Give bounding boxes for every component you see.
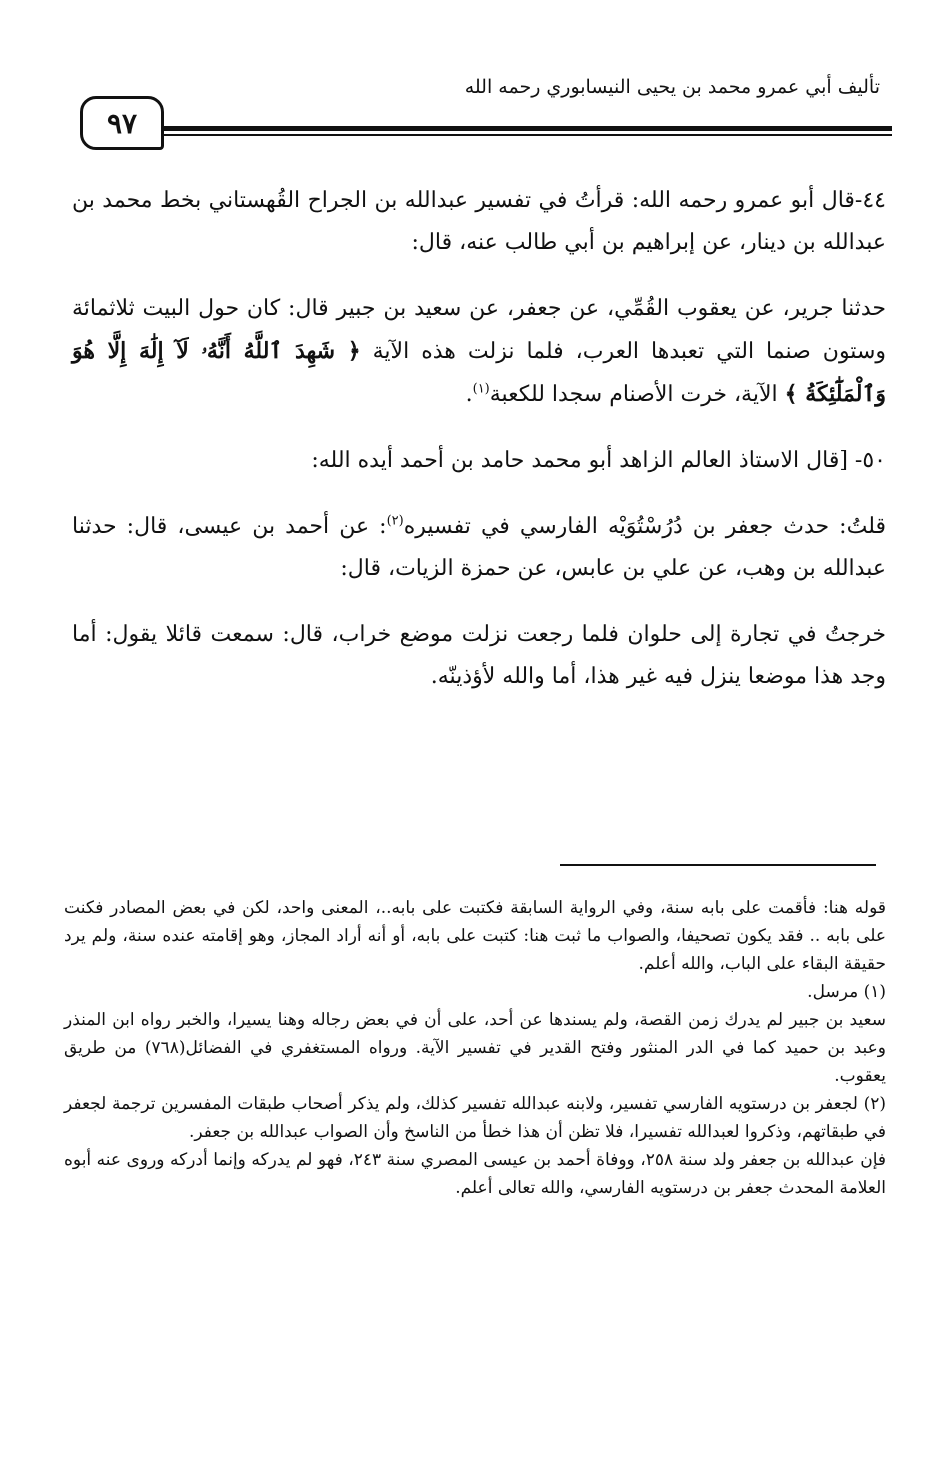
narration-text-c: قلتُ: حدث جعفر بن دُرُسْتُوَيْه الفارسي في تفسيره xyxy=(403,514,886,539)
paragraph-44: ٤٤-قال أبو عمرو رحمه الله: قرأتُ في تفسير عبدالله بن الجراح القُهستاني بخط محمد بن عبدالله بن دينار، عن إبراهيم بن أبي طالب عنه، قال: xyxy=(72,188,886,255)
footnote-continuation: قوله هنا: فأقمت على بابه سنة، وفي الرواية السابقة فكتبت على بابه..، المعنى واحد، لكن في بعض المصادر فكنت على بابه .. فقد يكون تصحيفا، والصواب ما ثبت هنا: كتبت على بابه، أو أنه أراد المجاز، وهو إقامته عنده سنة، ولم يرد حقيقة البقاء على الباب، والله أعلم. xyxy=(64,898,886,974)
footnotes xyxy=(64,894,886,1202)
narration-text-a: حدثنا جرير، عن يعقوب القُمِّي، عن جعفر، عن سعيد بن جبير قال: كان حول البيت ثلاثمائة وستون صنما التي تعبدها العرب، فلما نزلت هذه الآية xyxy=(72,296,886,364)
footnote-1-head: (١) مرسل. xyxy=(807,982,886,1002)
header-rule-thin xyxy=(160,134,892,136)
narration-text-d: : عن أحمد بن عيسى، قال: حدثنا عبدالله بن وهب، عن علي بن عابس، عن حمزة الزيات، قال: xyxy=(72,514,886,581)
main-text xyxy=(72,180,886,722)
footnote-2-body: فإن عبدالله بن جعفر ولد سنة ٢٥٨، ووفاة أحمد بن عيسى المصري سنة ٢٤٣، فهو لم يدركه وإنما أدركه وروى عنه أبوه العلامة المحدث جعفر بن درستويه الفارسي، والله تعالى أعلم. xyxy=(64,1150,887,1198)
footnote-ref-2[interactable]: (٢) xyxy=(386,513,404,529)
quran-verse: ﴿ شَهِدَ ٱللَّهُ أَنَّهُۥ لَآ إِلَٰهَ إِلَّا هُوَ وَٱلْمَلَٰٓئِكَةُ ﴾ xyxy=(72,338,886,407)
page-number: ٩٧ xyxy=(80,96,164,150)
running-title: تأليف أبي عمرو محمد بن يحيى النيسابوري رحمه الله xyxy=(464,76,880,98)
narration-text-b: الآية، خرت الأصنام سجدا للكعبة xyxy=(489,382,778,407)
paragraph-50-narration xyxy=(72,506,886,590)
header-rule-thick xyxy=(160,126,892,131)
footnote-2-head: (٢) لجعفر بن درستويه الفارسي تفسير، ولابنه عبدالله تفسير كذلك، ولم يذكر أصحاب طبقات المفسرين ترجمة لجعفر في طبقاتهم، وذكروا لعبدالله تفسيرا، فلا تظن أن هذا خطأ من الناسخ وأن الصواب عبدالله بن جعفر. xyxy=(64,1094,886,1142)
footnote-separator xyxy=(560,864,876,866)
footnote-ref-1[interactable]: (١) xyxy=(472,381,490,397)
footnote-1-body: سعيد بن جبير لم يدرك زمن القصة، ولم يسندها عن أحد، على أن في بعض رجاله وهنا يسيرا، والخبر رواه ابن المنذر وعبد بن حميد كما في الدر المنثور وفتح القدير في تفسير الآية. ورواه المستغفري في الفضائل(٧٦٨) من طريق يعقوب. xyxy=(64,1010,887,1086)
narration-end: . xyxy=(465,382,473,407)
paragraph-50-story: خرجتُ في تجارة إلى حلوان فلما رجعت نزلت موضع خراب، قال: سمعت قائلا يقول: أما وجد هذا موضعا ينزل فيه غير هذا، أما والله لأؤذينّه. xyxy=(72,622,886,689)
paragraph-44-narration xyxy=(72,288,886,416)
paragraph-50: ٥٠- [قال الاستاذ العالم الزاهد أبو محمد حامد بن أحمد أيده الله: xyxy=(311,448,886,473)
